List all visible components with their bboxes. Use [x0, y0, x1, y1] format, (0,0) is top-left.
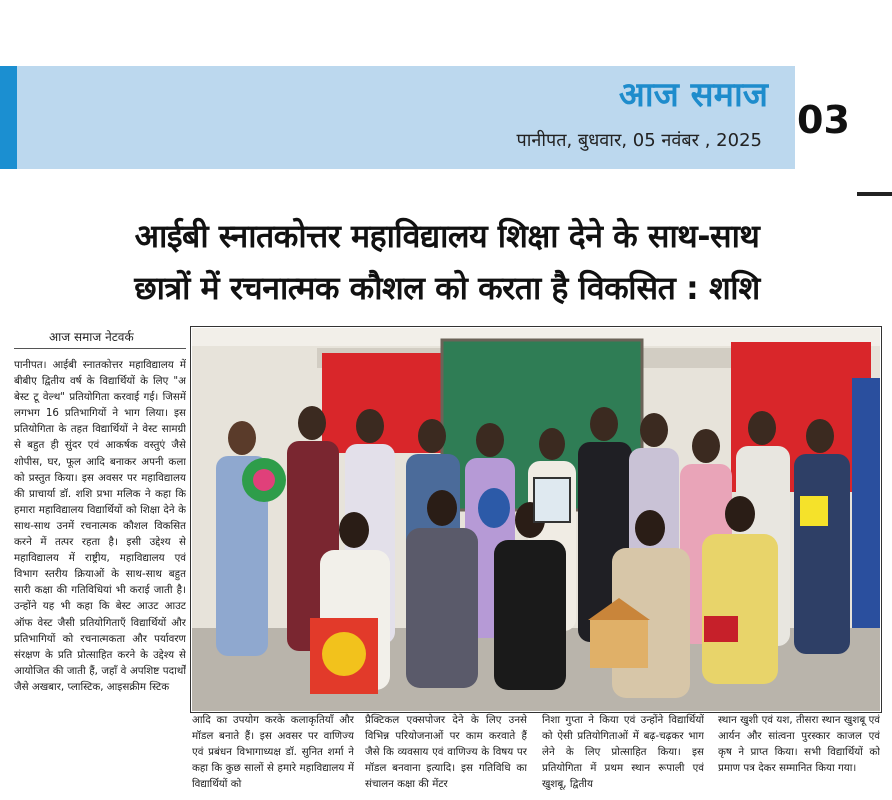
photo-frame	[190, 326, 882, 713]
page-number: 03	[797, 98, 850, 142]
headline-line-1: आईबी स्नातकोत्तर महाविद्यालय शिक्षा देने के साथ-साथ	[134, 217, 760, 255]
article-headline	[14, 210, 880, 314]
masthead-accent-stripe	[0, 66, 17, 169]
byline: आज समाज नेटवर्क	[49, 330, 134, 344]
headline-line-2: छात्रों में रचनात्मक कौशल को करता है विकसित : शशि	[134, 269, 760, 307]
article-column-2: आदि का उपयोग करके कलाकृतियाँ और मॉडल बनाते हैं। इस अवसर पर वाणिज्य एवं प्रबंधन विभागाध्यक्ष डॉ. सुनित शर्मा ने कहा कि कुछ सालों से हमारे महाविद्यालय में विद्यार्थियों को	[192, 714, 354, 791]
article-column-1: पानीपत। आईबी स्नातकोत्तर महाविद्यालय में बीबीए द्वितीय वर्ष के विद्यार्थियों के लिए "अ बेस्ट टू वेल्थ" प्रतियोगिता करवाई गई। जिसमें लगभग 16 प्रतिभागियों ने भाग लिया। इस प्रतियोगिता के तहत विद्यार्थियों ने वेस्ट सामग्री से बहुत ही सुंदर एवं आकर्षक वस्तुएं जैसे शोपीस, घर, फूल आदि बनाकर अपनी कला को प्रस्तुत किया। इस अवसर पर महाविद्यालय की प्राचार्या डॉ. शशि प्रभा मलिक ने कहा कि हमारा महाविद्यालय विद्यार्थियों को शिक्षा देने के साथ-साथ उनमें रचनात्मक कौशल विकसित करने में तत्पर रहता है। इसी उद्देश्य से महाविद्यालय में राष्ट्रीय, महाविद्यालय एवं विभाग स्तरीय क्रियाओं के साथ-साथ बहुत सारी कक्षा की गतिविधियां भी कराई जाती है। उन्होंने यह भी कहा कि बेस्ट आउट आउट ऑफ वेस्ट जैसी प्रतियोगिताएँ विद्यार्थियों और प्रतिभागियों को रचनात्मकता और पर्यावरण संरक्षण के प्रति प्रोत्साहित करने के उद्देश्य से आयोजित की जाती हैं, जहाँ वे अपशिष्ट पदार्थों जैसे अखबार, प्लास्टिक, आइसक्रीम स्टिक	[14, 359, 186, 693]
section-rule	[857, 192, 892, 196]
byline-rule	[14, 348, 186, 349]
newspaper-name: आज समाज	[618, 75, 768, 115]
article-column-5: स्थान खुशी एवं यश, तीसरा स्थान खुशबू एवं आर्यन और सांत्वना पुरस्कार काजल एवं कृष ने प्राप्त किया। सभी विद्यार्थियों को प्रमाण पत्र देकर सम्मानित किया गया।	[718, 714, 880, 775]
article-column-4: निशा गुप्ता ने किया एवं उन्होंने विद्यार्थियों को ऐसी प्रतियोगिताओं में बढ़-चढ़कर भाग लेने के लिए प्रोत्साहित किया। इस प्रतियोगिता में प्रथम स्थान रूपाली एवं खुशबू, द्वितीय	[542, 714, 704, 791]
article-column-3: प्रैक्टिकल एक्सपोजर देने के लिए उनसे विभिन्न परियोजनाओं पर काम करवाते हैं जैसे कि व्यवसाय एवं वाणिज्य के विषय पर मॉडल बनवाना इत्यादि। इस गतिविधि का संचालन कक्षा की मेंटर	[365, 714, 527, 791]
dateline: पानीपत, बुधवार, 05 नवंबर , 2025	[516, 130, 762, 151]
